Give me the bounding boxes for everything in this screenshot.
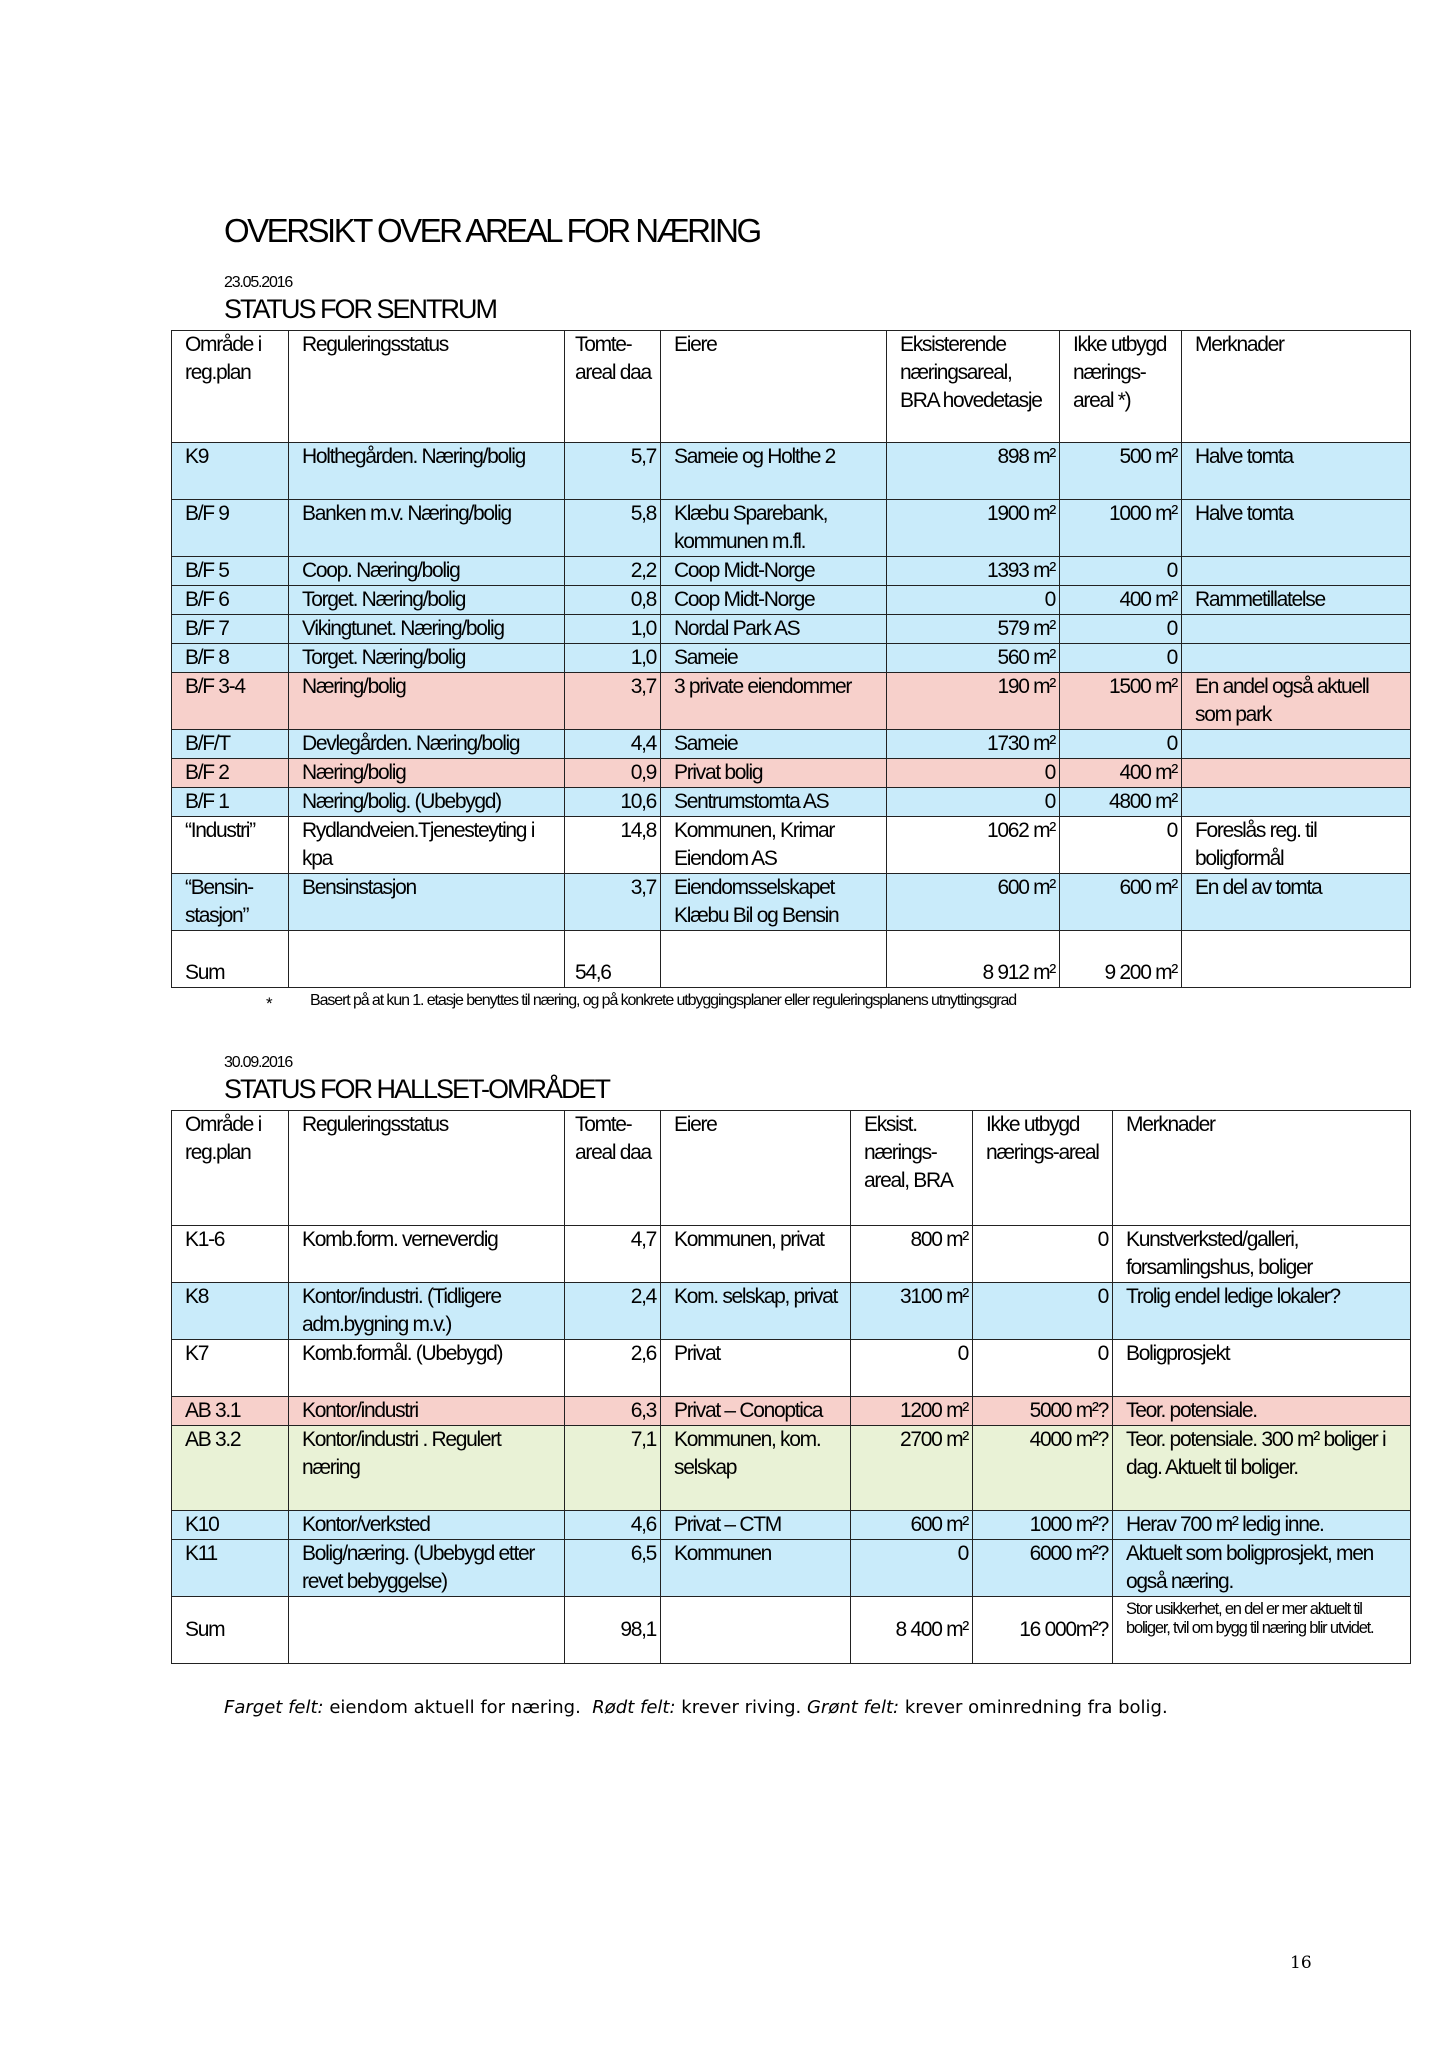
eiere-cell: Privat	[661, 1340, 851, 1397]
merknad-cell: Kunstverksted/galleri, forsamlingshus, boliger	[1113, 1226, 1411, 1283]
merknad-cell	[1182, 759, 1411, 788]
ikke-utbygd-cell: 0	[1060, 644, 1182, 673]
merknad-cell: Aktuelt som boligprosjekt, men også næring.	[1113, 1540, 1411, 1597]
legend-gront-label: Grønt felt:	[806, 1697, 900, 1718]
empty-cell	[661, 931, 887, 988]
table-row	[172, 730, 1411, 759]
eksisterende-cell: 1393 m²	[887, 557, 1060, 586]
merknad-cell	[1182, 557, 1411, 586]
area-cell: B/F 7	[172, 615, 289, 644]
table-header-row	[172, 331, 1411, 443]
table-row	[172, 557, 1411, 586]
eiere-cell: Kommunen, privat	[661, 1226, 851, 1283]
legend-rodt-text: krever riving.	[681, 1697, 802, 1718]
area-cell: B/F 9	[172, 500, 289, 557]
eiere-cell: Privat – CTM	[661, 1511, 851, 1540]
ikke-utbygd-cell: 1000 m²?	[973, 1511, 1113, 1540]
header-cell: Reguleringsstatus	[289, 331, 565, 443]
merknad-cell: Boligprosjekt	[1113, 1340, 1411, 1397]
tomteareal-cell: 14,8	[565, 817, 661, 874]
tomteareal-cell: 6,5	[565, 1540, 661, 1597]
merknad-cell: En del av tomta	[1182, 874, 1411, 931]
sum-label: Sum	[172, 1597, 289, 1664]
eksisterende-cell: 1900 m²	[887, 500, 1060, 557]
table-row	[172, 1283, 1411, 1340]
ikke-utbygd-cell: 0	[1060, 557, 1182, 586]
eiere-cell: Coop Midt-Norge	[661, 586, 887, 615]
header-cell: Ikke utbygd nærings-areal	[973, 1111, 1113, 1226]
eksisterende-cell: 0	[887, 759, 1060, 788]
ikke-utbygd-cell: 0	[1060, 817, 1182, 874]
area-cell: K1-6	[172, 1226, 289, 1283]
eksisterende-cell: 560 m²	[887, 644, 1060, 673]
area-cell: K9	[172, 443, 289, 500]
legend-farget-label: Farget felt:	[224, 1697, 324, 1718]
merknad-cell: Herav 700 m² ledig inne.	[1113, 1511, 1411, 1540]
area-cell: AB 3.1	[172, 1397, 289, 1426]
ikke-utbygd-cell: 400 m²	[1060, 759, 1182, 788]
area-cell: B/F 2	[172, 759, 289, 788]
table-row	[172, 673, 1411, 730]
tomteareal-cell: 5,7	[565, 443, 661, 500]
table-row	[172, 644, 1411, 673]
sum-merknad: Stor usikkerhet, en del er mer aktuelt til boliger, tvil om bygg til næring blir utvidet.	[1113, 1597, 1411, 1664]
hallset-title: STATUS FOR HALLSET-OMRÅDET	[224, 1074, 610, 1104]
tomteareal-cell: 10,6	[565, 788, 661, 817]
tomteareal-cell: 6,3	[565, 1397, 661, 1426]
table-row	[172, 788, 1411, 817]
header-cell: Område i reg.plan	[172, 331, 289, 443]
tomteareal-cell: 5,8	[565, 500, 661, 557]
tomteareal-cell: 4,4	[565, 730, 661, 759]
area-cell: K11	[172, 1540, 289, 1597]
hallset-table	[171, 1110, 1411, 1664]
ikke-utbygd-cell: 4000 m²?	[973, 1426, 1113, 1511]
eiere-cell: Kom. selskap, privat	[661, 1283, 851, 1340]
header-cell: Merknader	[1182, 331, 1411, 443]
table-header-row	[172, 1111, 1411, 1226]
empty-cell	[1182, 931, 1411, 988]
merknad-cell	[1182, 730, 1411, 759]
color-legend	[224, 1697, 1168, 1718]
sum-label: Sum	[172, 931, 289, 988]
header-cell: Ikke utbygd nærings-areal *)	[1060, 331, 1182, 443]
eiere-cell: Klæbu Sparebank, kommunen m.fl.	[661, 500, 887, 557]
sum-row	[172, 1597, 1411, 1664]
merknad-cell: Rammetillatelse	[1182, 586, 1411, 615]
eiere-cell: Sentrumstomta AS	[661, 788, 887, 817]
table-row	[172, 1397, 1411, 1426]
header-cell: Reguleringsstatus	[289, 1111, 565, 1226]
merknad-cell: Teor. potensiale. 300 m² boliger i dag. Aktuelt til boliger.	[1113, 1426, 1411, 1511]
header-cell: Merknader	[1113, 1111, 1411, 1226]
sum-ikke-utbygd: 9 200 m²	[1060, 931, 1182, 988]
eiere-cell: Sameie og Holthe 2	[661, 443, 887, 500]
eiere-cell: Eiendomsselskapet Klæbu Bil og Bensin	[661, 874, 887, 931]
status-cell: Bensinstasjon	[289, 874, 565, 931]
table-row	[172, 1511, 1411, 1540]
tomteareal-cell: 0,8	[565, 586, 661, 615]
sum-areal: 98,1	[565, 1597, 661, 1664]
merknad-cell: Halve tomta	[1182, 500, 1411, 557]
area-cell: B/F 6	[172, 586, 289, 615]
tomteareal-cell: 1,0	[565, 615, 661, 644]
empty-cell	[289, 931, 565, 988]
table-row	[172, 615, 1411, 644]
area-cell: B/F 3-4	[172, 673, 289, 730]
tomteareal-cell: 1,0	[565, 644, 661, 673]
table-row	[172, 443, 1411, 500]
status-cell: Torget. Næring/bolig	[289, 644, 565, 673]
tomteareal-cell: 2,6	[565, 1340, 661, 1397]
eksisterende-cell: 579 m²	[887, 615, 1060, 644]
status-cell: Vikingtunet. Næring/bolig	[289, 615, 565, 644]
merknad-cell: Trolig endel ledige lokaler?	[1113, 1283, 1411, 1340]
ikke-utbygd-cell: 1000 m²	[1060, 500, 1182, 557]
status-cell: Kontor/verksted	[289, 1511, 565, 1540]
sum-areal: 54,6	[565, 931, 661, 988]
status-cell: Næring/bolig	[289, 673, 565, 730]
area-cell: B/F 1	[172, 788, 289, 817]
merknad-cell	[1182, 644, 1411, 673]
eksisterende-cell: 2700 m²	[851, 1426, 973, 1511]
ikke-utbygd-cell: 6000 m²?	[973, 1540, 1113, 1597]
sentrum-date: 23.05.2016	[224, 274, 293, 291]
table-row	[172, 817, 1411, 874]
eiere-cell: Privat – Conoptica	[661, 1397, 851, 1426]
eksisterende-cell: 0	[851, 1340, 973, 1397]
sum-row	[172, 931, 1411, 988]
header-cell: Eksisterende næringsareal, BRA hovedetasje	[887, 331, 1060, 443]
ikke-utbygd-cell: 5000 m²?	[973, 1397, 1113, 1426]
status-cell: Holthegården. Næring/bolig	[289, 443, 565, 500]
status-cell: Komb.formål. (Ubebygd)	[289, 1340, 565, 1397]
footnote: Basert på at kun 1. etasje benyttes til næring, og på konkrete utbyggingsplaner eller reguleringsplanens utnyttingsgrad	[310, 992, 1017, 1009]
status-cell: Næring/bolig. (Ubebygd)	[289, 788, 565, 817]
eksisterende-cell: 1062 m²	[887, 817, 1060, 874]
ikke-utbygd-cell: 0	[1060, 615, 1182, 644]
eiere-cell: Nordal Park AS	[661, 615, 887, 644]
eksisterende-cell: 898 m²	[887, 443, 1060, 500]
ikke-utbygd-cell: 4800 m²	[1060, 788, 1182, 817]
eiere-cell: Kommunen, Krimar Eiendom AS	[661, 817, 887, 874]
status-cell: Kontor/industri	[289, 1397, 565, 1426]
tomteareal-cell: 7,1	[565, 1426, 661, 1511]
ikke-utbygd-cell: 0	[973, 1226, 1113, 1283]
empty-cell	[661, 1597, 851, 1664]
eksisterende-cell: 0	[887, 586, 1060, 615]
header-cell: Område i reg.plan	[172, 1111, 289, 1226]
header-cell: Eksist. nærings-areal, BRA	[851, 1111, 973, 1226]
table-row	[172, 1226, 1411, 1283]
area-cell: “Industri”	[172, 817, 289, 874]
eiere-cell: Privat bolig	[661, 759, 887, 788]
header-cell: Tomte-areal daa	[565, 1111, 661, 1226]
area-cell: K10	[172, 1511, 289, 1540]
eksisterende-cell: 600 m²	[851, 1511, 973, 1540]
eiere-cell: Sameie	[661, 730, 887, 759]
ikke-utbygd-cell: 0	[973, 1340, 1113, 1397]
eiere-cell: Kommunen, kom. selskap	[661, 1426, 851, 1511]
area-cell: AB 3.2	[172, 1426, 289, 1511]
eksisterende-cell: 190 m²	[887, 673, 1060, 730]
ikke-utbygd-cell: 0	[1060, 730, 1182, 759]
merknad-cell: Teor. potensiale.	[1113, 1397, 1411, 1426]
footnote-marker: *	[266, 994, 273, 1013]
status-cell: Næring/bolig	[289, 759, 565, 788]
eksisterende-cell: 0	[851, 1540, 973, 1597]
area-cell: “Bensin-stasjon”	[172, 874, 289, 931]
table-row	[172, 1540, 1411, 1597]
eiere-cell: 3 private eiendommer	[661, 673, 887, 730]
tomteareal-cell: 3,7	[565, 874, 661, 931]
page-title: OVERSIKT OVER AREAL FOR NÆRING	[224, 212, 760, 249]
merknad-cell: En andel også aktuell som park	[1182, 673, 1411, 730]
eksisterende-cell: 0	[887, 788, 1060, 817]
status-cell: Kontor/industri. (Tidligere adm.bygning m.v.)	[289, 1283, 565, 1340]
tomteareal-cell: 4,6	[565, 1511, 661, 1540]
legend-farget-text: eiendom aktuell for næring.	[329, 1697, 581, 1718]
area-cell: K7	[172, 1340, 289, 1397]
eiere-cell: Sameie	[661, 644, 887, 673]
tomteareal-cell: 0,9	[565, 759, 661, 788]
eksisterende-cell: 800 m²	[851, 1226, 973, 1283]
merknad-cell: Halve tomta	[1182, 443, 1411, 500]
sum-eksisterende: 8 400 m²	[851, 1597, 973, 1664]
status-cell: Kontor/industri . Regulert næring	[289, 1426, 565, 1511]
eiere-cell: Coop Midt-Norge	[661, 557, 887, 586]
empty-cell	[289, 1597, 565, 1664]
sentrum-title: STATUS FOR SENTRUM	[224, 294, 496, 324]
table-row	[172, 1340, 1411, 1397]
status-cell: Komb.form. verneverdig	[289, 1226, 565, 1283]
table-row	[172, 1426, 1411, 1511]
header-cell: Eiere	[661, 1111, 851, 1226]
sum-ikke-utbygd: 16 000m²?	[973, 1597, 1113, 1664]
eksisterende-cell: 1730 m²	[887, 730, 1060, 759]
merknad-cell	[1182, 788, 1411, 817]
table-row	[172, 759, 1411, 788]
tomteareal-cell: 3,7	[565, 673, 661, 730]
area-cell: B/F/T	[172, 730, 289, 759]
ikke-utbygd-cell: 500 m²	[1060, 443, 1182, 500]
status-cell: Rydlandveien.Tjenesteyting i kpa	[289, 817, 565, 874]
ikke-utbygd-cell: 600 m²	[1060, 874, 1182, 931]
table-row	[172, 500, 1411, 557]
page-number: 16	[1290, 1953, 1312, 1973]
header-cell: Tomte-areal daa	[565, 331, 661, 443]
status-cell: Devlegården. Næring/bolig	[289, 730, 565, 759]
hallset-date: 30.09.2016	[224, 1054, 293, 1071]
merknad-cell	[1182, 615, 1411, 644]
area-cell: B/F 8	[172, 644, 289, 673]
eksisterende-cell: 3100 m²	[851, 1283, 973, 1340]
ikke-utbygd-cell: 1500 m²	[1060, 673, 1182, 730]
legend-gront-text: krever ominredning fra bolig.	[904, 1697, 1168, 1718]
header-cell: Eiere	[661, 331, 887, 443]
tomteareal-cell: 2,2	[565, 557, 661, 586]
area-cell: B/F 5	[172, 557, 289, 586]
status-cell: Torget. Næring/bolig	[289, 586, 565, 615]
status-cell: Bolig/næring. (Ubebygd etter revet bebyggelse)	[289, 1540, 565, 1597]
legend-rodt-label: Rødt felt:	[592, 1697, 676, 1718]
ikke-utbygd-cell: 400 m²	[1060, 586, 1182, 615]
status-cell: Coop. Næring/bolig	[289, 557, 565, 586]
tomteareal-cell: 4,7	[565, 1226, 661, 1283]
status-cell: Banken m.v. Næring/bolig	[289, 500, 565, 557]
eiere-cell: Kommunen	[661, 1540, 851, 1597]
merknad-cell: Foreslås reg. til boligformål	[1182, 817, 1411, 874]
tomteareal-cell: 2,4	[565, 1283, 661, 1340]
area-cell: K8	[172, 1283, 289, 1340]
sum-eksisterende: 8 912 m²	[887, 931, 1060, 988]
sentrum-table	[171, 330, 1411, 988]
eksisterende-cell: 600 m²	[887, 874, 1060, 931]
ikke-utbygd-cell: 0	[973, 1283, 1113, 1340]
eksisterende-cell: 1200 m²	[851, 1397, 973, 1426]
table-row	[172, 874, 1411, 931]
table-row	[172, 586, 1411, 615]
